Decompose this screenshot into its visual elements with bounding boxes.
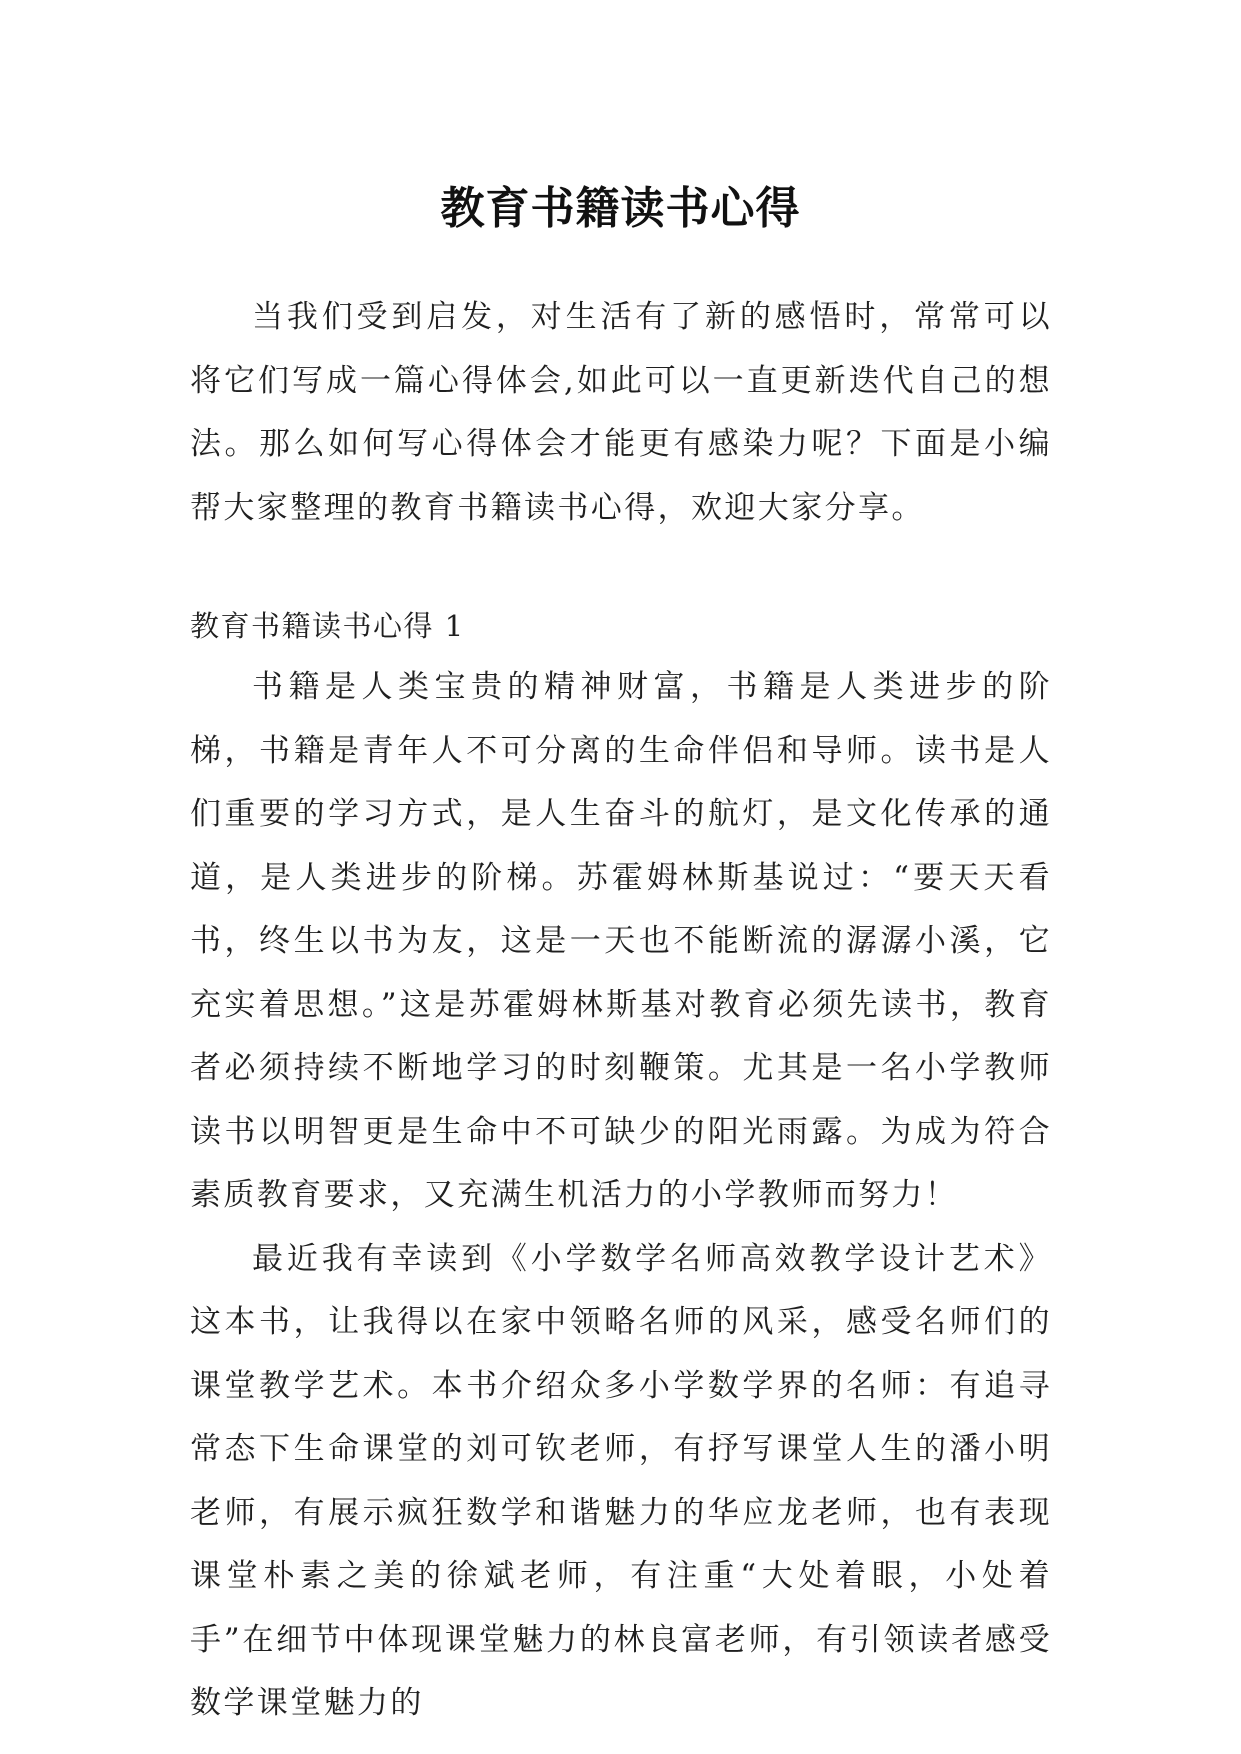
section-heading: 教育书籍读书心得 1 xyxy=(190,609,465,643)
body-paragraph-1: 书籍是人类宝贵的精神财富，书籍是人类进步的阶梯，书籍是青年人不可分离的生命伴侣和导师。读书是人们重要的学习方式，是人生奋斗的航灯，是文化传承的通道，是人类进步的阶梯。苏霍姆林斯基说过：“要天天看书，终生以书为友，这是一天也不能断流的潺潺小溪，它充实着思想。”这是苏霍姆林斯基对教育必须先读书，教育者必须持续不断地学习的时刻鞭策。尤其是一名小学教师读书以明智更是生命中不可缺少的阳光雨露。为成为符合素质教育要求，又充满生机活力的小学教师而努力！ xyxy=(190,669,1052,1213)
document-body xyxy=(190,286,1052,1736)
intro-paragraph: 当我们受到启发，对生活有了新的感悟时，常常可以将它们写成一篇心得体会,如此可以一直更新迭代自己的想法。那么如何写心得体会才能更有感染力呢？下面是小编帮大家整理的教育书籍读书心得，欢迎大家分享。 xyxy=(190,299,1052,526)
body-paragraph-2: 最近我有幸读到《小学数学名师高效教学设计艺术》这本书，让我得以在家中领略名师的风采，感受名师们的课堂教学艺术。本书介绍众多小学数学界的名师：有追寻常态下生命课堂的刘可钦老师，有抒写课堂人生的潘小明老师，有展示疯狂数学和谐魅力的华应龙老师，也有表现课堂朴素之美的徐斌老师，有注重“大处着眼，小处着手”在细节中体现课堂魅力的林良富老师，有引领读者感受数学课堂魅力的 xyxy=(190,1240,1052,1721)
document-title: 教育书籍读书心得 xyxy=(440,183,801,235)
